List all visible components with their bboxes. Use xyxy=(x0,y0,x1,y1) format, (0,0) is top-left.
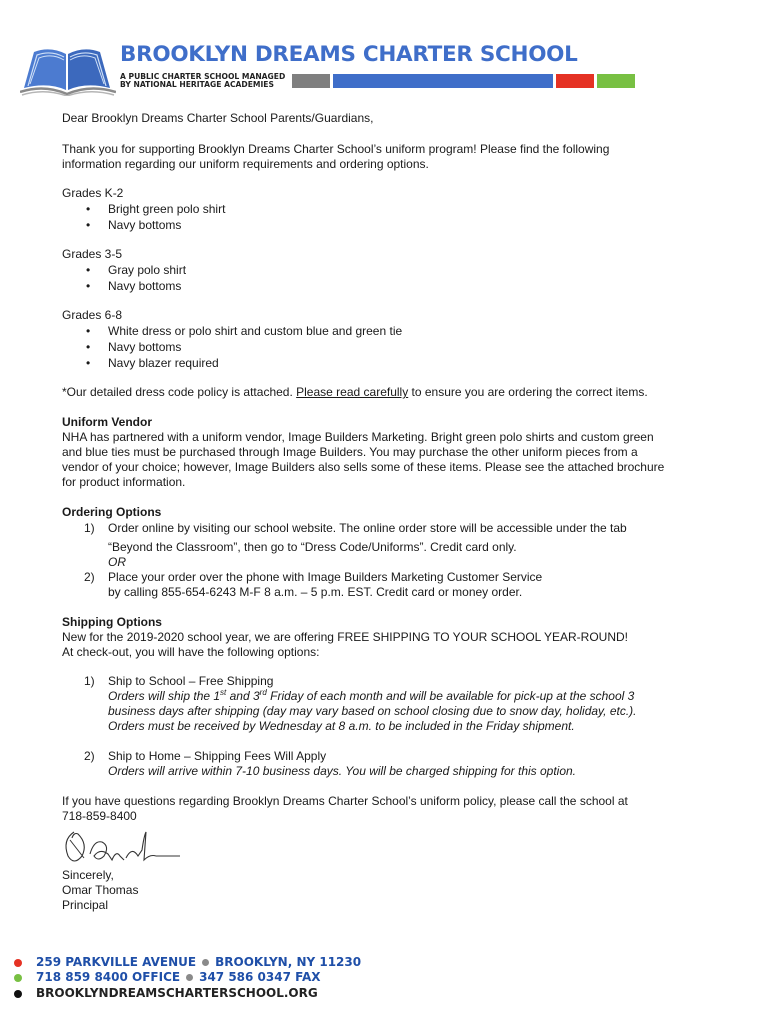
vendor-line: vendor of your choice; however, Image Builders also sells some of these items. Please see the attached brochure xyxy=(62,460,665,474)
color-bar-gray xyxy=(292,74,330,88)
footer-office: 718 859 8400 OFFICE xyxy=(36,970,181,984)
vendor-line: NHA has partnered with a uniform vendor, Image Builders Marketing. Bright green polo shirts and custom green xyxy=(62,430,654,444)
footer-fax: 347 586 0347 FAX xyxy=(199,970,321,984)
ship-to-school-text: and 3 xyxy=(226,689,260,703)
policy-emphasis: Please read carefully xyxy=(296,385,409,399)
ordering-number-1: 1) xyxy=(84,521,95,535)
ordering-option-2-line1: Place your order over the phone with Image Builders Marketing Customer Service xyxy=(108,570,543,584)
ordering-number-2: 2) xyxy=(84,570,95,584)
grade-list-k2 xyxy=(86,202,225,234)
ordering-option-1-line2: “Beyond the Classroom”, then go to “Dress Code/Uniforms”. Credit card only. xyxy=(108,540,517,554)
list-item: • Bright green polo shirt xyxy=(86,202,225,218)
ship-to-school-line2: business days after shipping (day may vary based on school closing due to snow day, holiday, etc.). xyxy=(108,704,637,718)
school-subtitle-line1: A PUBLIC CHARTER SCHOOL MANAGED xyxy=(120,72,286,81)
grade-title-3-5: Grades 3-5 xyxy=(62,247,123,261)
signer-title: Principal xyxy=(62,898,109,912)
ship-to-school-line3: Orders must be received by Wednesday at 8 a.m. to be included in the Friday shipment. xyxy=(108,719,575,733)
vendor-paragraph xyxy=(62,430,702,490)
ship-to-school-title: Ship to School – Free Shipping xyxy=(108,674,274,688)
grade-list-3-5 xyxy=(86,263,186,295)
school-phone: 718-859-8400 xyxy=(62,809,137,823)
shipping-line: New for the 2019-2020 school year, we are offering FREE SHIPPING TO YOUR SCHOOL YEAR-ROUND! xyxy=(62,630,629,644)
green-bullet-icon xyxy=(14,974,22,982)
black-bullet-icon xyxy=(14,990,22,998)
list-item: • Gray polo shirt xyxy=(86,263,186,279)
ship-to-school-line1 xyxy=(108,689,708,704)
separator-dot-icon xyxy=(186,974,193,981)
grade-title-6-8: Grades 6-8 xyxy=(62,308,123,322)
grade-title-k2: Grades K-2 xyxy=(62,186,124,200)
footer-address: 259 PARKVILLE AVENUE xyxy=(36,955,197,969)
list-item: • Navy bottoms xyxy=(86,279,186,295)
school-subtitle xyxy=(120,73,285,89)
shipping-heading: Shipping Options xyxy=(62,615,162,629)
shipping-number-1: 1) xyxy=(84,674,95,688)
ordering-option-1-line1: Order online by visiting our school website. The online order store will be accessible under the tab xyxy=(108,521,627,535)
footer-website-row xyxy=(14,986,318,1001)
policy-note-text: *Our detailed dress code policy is attached. xyxy=(62,385,297,399)
questions-line: If you have questions regarding Brooklyn Dreams Charter School’s uniform policy, please call the school at xyxy=(62,794,628,808)
policy-note-text: to ensure you are ordering the correct items. xyxy=(408,385,648,399)
shipping-line: At check-out, you will have the following options: xyxy=(62,645,320,659)
ordinal-suffix: st xyxy=(220,688,227,697)
letterhead-color-bar xyxy=(292,74,638,88)
list-item: • Navy bottoms xyxy=(86,340,402,356)
policy-note xyxy=(62,385,702,400)
separator-dot-icon xyxy=(202,959,209,966)
salutation: Dear Brooklyn Dreams Charter School Parents/Guardians, xyxy=(62,111,374,125)
intro-line: information regarding our uniform requirements and ordering options. xyxy=(62,157,429,171)
red-bullet-icon xyxy=(14,959,22,967)
closing: Sincerely, xyxy=(62,868,114,882)
grade-list-6-8 xyxy=(86,324,402,372)
footer-address-row xyxy=(14,955,361,970)
school-subtitle-line2: BY NATIONAL HERITAGE ACADEMIES xyxy=(120,80,274,89)
footer-city: BROOKLYN, NY 11230 xyxy=(215,955,362,969)
intro-paragraph xyxy=(62,142,702,172)
color-bar-green xyxy=(597,74,635,88)
shipping-number-2: 2) xyxy=(84,749,95,763)
footer-website: BROOKLYNDREAMSCHARTERSCHOOL.ORG xyxy=(36,986,318,1000)
ship-to-school-text: Orders will ship the 1 xyxy=(108,689,221,703)
list-item: • Navy blazer required xyxy=(86,356,402,372)
ordering-heading: Ordering Options xyxy=(62,505,162,519)
ship-to-school-text: Friday of each month and will be available for pick-up at the school 3 xyxy=(266,689,635,703)
color-bar-red xyxy=(556,74,594,88)
school-name: BROOKLYN DREAMS CHARTER SCHOOL xyxy=(120,42,578,67)
signer-name: Omar Thomas xyxy=(62,883,139,897)
ship-to-home-title: Ship to Home – Shipping Fees Will Apply xyxy=(108,749,327,763)
ordering-or: OR xyxy=(108,555,126,569)
vendor-heading: Uniform Vendor xyxy=(62,415,153,429)
open-book-logo-icon xyxy=(20,44,116,96)
footer-phone-row xyxy=(14,970,320,985)
vendor-line: for product information. xyxy=(62,475,186,489)
vendor-line: and blue ties must be purchased through Image Builders. You may purchase the other uniform pieces from a xyxy=(62,445,638,459)
list-item: • Navy bottoms xyxy=(86,218,225,234)
list-item: • White dress or polo shirt and custom blue and green tie xyxy=(86,324,402,340)
intro-line: Thank you for supporting Brooklyn Dreams Charter School’s uniform program! Please find the following xyxy=(62,142,610,156)
ordinal-suffix: rd xyxy=(259,688,267,697)
ordering-option-2-line2: by calling 855-654-6243 M-F 8 a.m. – 5 p.m. EST. Credit card or money order. xyxy=(108,585,523,599)
ship-to-home-line1: Orders will arrive within 7-10 business days. You will be charged shipping for this option. xyxy=(108,764,577,778)
color-bar-blue xyxy=(333,74,553,88)
signature-icon xyxy=(60,826,184,870)
